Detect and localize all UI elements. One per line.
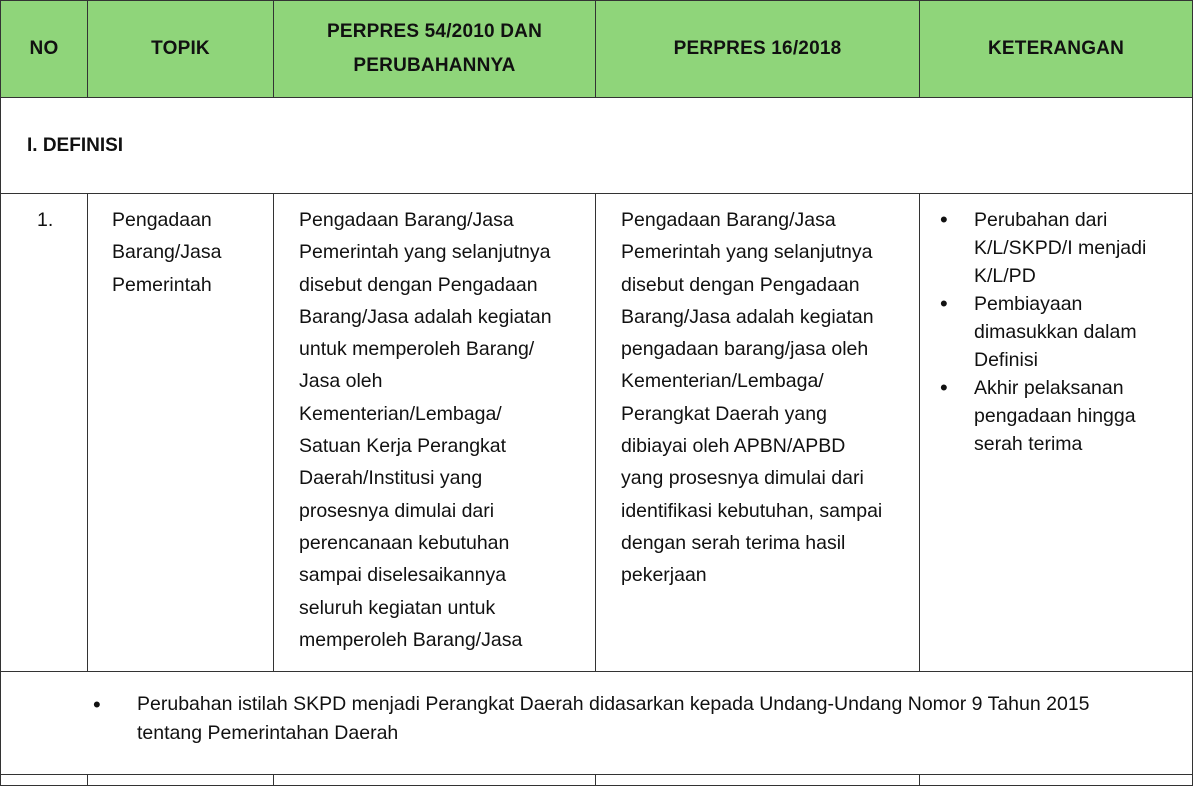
empty-cell — [920, 775, 1193, 786]
list-item: • Akhir pelaksanan pengadaan hingga serah terima — [936, 374, 1192, 458]
header-keterangan: KETERANGAN — [920, 1, 1193, 98]
row-number: 1. — [1, 194, 88, 672]
bullet-icon: • — [93, 692, 101, 717]
row-topik: Pengadaan Barang/Jasa Pemerintah — [88, 194, 274, 672]
row-perpres-16-2018: Pengadaan Barang/Jasa Pemerintah yang selanjutnya disebut dengan Pengadaan Barang/Jasa adalah kegiatan pengadaan barang/jasa oleh Kementerian/Lembaga/ Perangkat Daerah yang dibiayai oleh APBN/APBD yang prosesnya dimulai dari identifikasi kebutuhan, sampai dengan serah terima hasil pekerjaan — [596, 194, 920, 672]
table-row — [1, 194, 1193, 672]
note-text: Perubahan istilah SKPD menjadi Perangkat Daerah didasarkan kepada Undang-Undang Nomor 9 Tahun 2015 tentang Pemerintahan Daerah — [137, 693, 1090, 744]
header-no: NO — [1, 1, 88, 98]
empty-cell — [274, 775, 596, 786]
empty-cell — [1, 775, 88, 786]
header-perpres-54-2010: PERPRES 54/2010 DAN PERUBAHANNYA — [274, 1, 596, 98]
keterangan-list — [936, 206, 1192, 458]
note-row — [1, 672, 1193, 775]
list-item: • Perubahan dari K/L/SKPD/I menjadi K/L/PD — [936, 206, 1192, 290]
empty-cell — [88, 775, 274, 786]
continuation-row — [1, 775, 1193, 786]
empty-cell — [596, 775, 920, 786]
header-perpres-16-2018: PERPRES 16/2018 — [596, 1, 920, 98]
section-row — [1, 98, 1193, 194]
header-row — [1, 1, 1193, 98]
row-perpres-54-2010: Pengadaan Barang/Jasa Pemerintah yang selanjutnya disebut dengan Pengadaan Barang/Jasa adalah kegiatan untuk memperoleh Barang/ Jasa oleh Kementerian/Lembaga/ Satuan Kerja Perangkat Daerah/Institusi yang prosesnya dimulai dari perencanaan kebutuhan sampai diselesaikannya seluruh kegiatan untuk memperoleh Barang/Jasa — [274, 194, 596, 672]
row-keterangan — [920, 194, 1193, 672]
header-topik: TOPIK — [88, 1, 274, 98]
note-cell — [1, 672, 1193, 775]
list-item: • Pembiayaan dimasukkan dalam Definisi — [936, 290, 1192, 374]
section-title: I. DEFINISI — [1, 98, 1193, 194]
